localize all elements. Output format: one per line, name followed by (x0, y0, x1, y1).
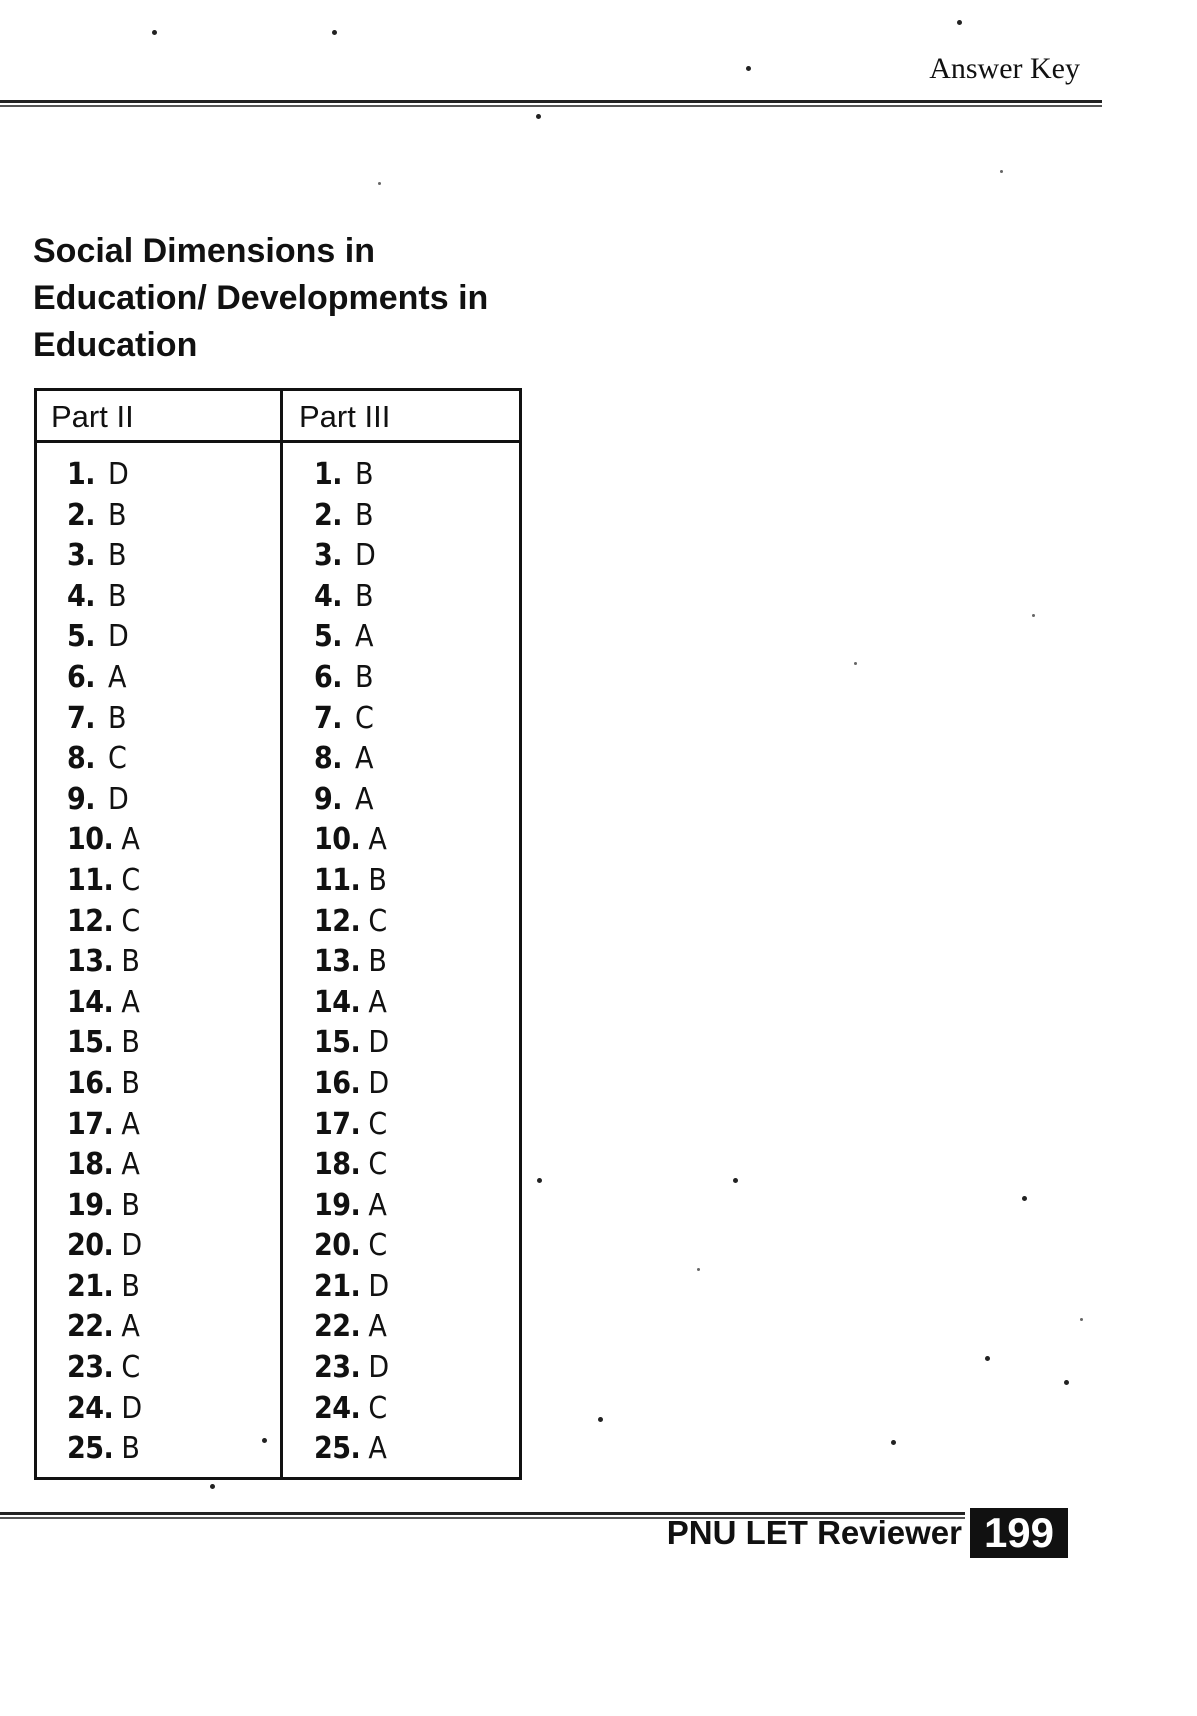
answer-row (37, 820, 280, 861)
item-number: 20. (67, 1228, 114, 1264)
answer-row (37, 455, 280, 496)
item-number: 8. (314, 741, 343, 777)
item-number: 13. (314, 944, 361, 980)
answer-letter: D (368, 1065, 389, 1101)
item-number: 18. (67, 1147, 114, 1183)
scan-speck (378, 182, 381, 185)
answer-row (37, 780, 280, 821)
item-number: 13. (67, 944, 114, 980)
answer-letter: A (355, 741, 374, 777)
answer-row (283, 658, 519, 699)
item-number: 1. (67, 457, 96, 492)
answer-row (37, 617, 280, 658)
item-number: 2. (67, 497, 96, 533)
answer-letter: D (108, 457, 129, 492)
item-number: 10. (314, 822, 361, 858)
answer-row (283, 496, 519, 537)
item-number: 19. (314, 1187, 361, 1223)
answer-row (283, 1064, 519, 1105)
answer-letter: C (355, 700, 374, 736)
item-number: 8. (67, 741, 96, 777)
answer-row (37, 983, 280, 1024)
answer-row (283, 1307, 519, 1348)
item-number: 14. (314, 984, 361, 1020)
item-number: 9. (314, 781, 343, 817)
answer-row (37, 1186, 280, 1227)
item-number: 3. (314, 538, 343, 574)
answer-row (283, 1389, 519, 1430)
item-number: 18. (314, 1147, 361, 1183)
answer-row (283, 902, 519, 943)
answer-row (283, 1429, 519, 1470)
column-header: Part II (37, 391, 280, 443)
item-number: 15. (67, 1025, 114, 1061)
scan-speck (262, 1438, 267, 1443)
answer-letter: D (121, 1390, 142, 1426)
answer-row (283, 536, 519, 577)
answer-letter: A (368, 822, 387, 858)
answer-letter: B (355, 578, 374, 614)
item-number: 20. (314, 1228, 361, 1264)
column-header: Part III (283, 391, 519, 443)
answer-row (283, 1226, 519, 1267)
header-label: Answer Key (929, 52, 1080, 85)
answer-letter: A (355, 781, 374, 817)
answer-column-part-ii (37, 391, 283, 1477)
answer-row (283, 780, 519, 821)
answer-letter: D (355, 538, 376, 574)
answer-row (37, 1267, 280, 1308)
answer-letter: A (368, 984, 387, 1020)
answer-row (283, 1267, 519, 1308)
item-number: 25. (67, 1431, 114, 1467)
scan-speck (854, 662, 857, 665)
answer-letter: B (108, 497, 127, 533)
scan-speck (733, 1178, 738, 1183)
scan-speck (210, 1484, 215, 1489)
item-number: 1. (314, 457, 343, 492)
item-number: 24. (314, 1390, 361, 1426)
answer-letter: A (121, 1106, 140, 1142)
answer-letter: C (368, 1106, 387, 1142)
answer-row (283, 861, 519, 902)
answer-list (283, 443, 519, 1470)
item-number: 17. (67, 1106, 114, 1142)
answer-letter: C (121, 1350, 140, 1386)
answer-letter: B (368, 944, 387, 980)
answer-row (37, 577, 280, 618)
answer-row (37, 861, 280, 902)
item-number: 24. (67, 1390, 114, 1426)
answer-row (283, 617, 519, 658)
answer-row (37, 1145, 280, 1186)
answer-letter: D (108, 619, 129, 655)
item-number: 5. (314, 619, 343, 655)
answer-letter: B (355, 457, 374, 492)
answer-row (37, 536, 280, 577)
scan-speck (957, 20, 962, 25)
item-number: 25. (314, 1431, 361, 1467)
answer-letter: C (108, 741, 127, 777)
answer-letter: D (108, 781, 129, 817)
page-number: 199 (970, 1508, 1068, 1558)
answer-row (283, 983, 519, 1024)
answer-letter: C (368, 903, 387, 939)
item-number: 21. (67, 1268, 114, 1304)
item-number: 9. (67, 781, 96, 817)
answer-letter: A (121, 1309, 140, 1345)
item-number: 21. (314, 1268, 361, 1304)
item-number: 2. (314, 497, 343, 533)
item-number: 15. (314, 1025, 361, 1061)
answer-letter: B (121, 944, 140, 980)
answer-row (37, 699, 280, 740)
item-number: 17. (314, 1106, 361, 1142)
answer-letter: D (368, 1025, 389, 1061)
answer-row (37, 1429, 280, 1470)
item-number: 4. (67, 578, 96, 614)
scan-speck (746, 66, 751, 71)
answer-row (283, 1023, 519, 1064)
scan-speck (537, 1178, 542, 1183)
scan-speck (536, 114, 541, 119)
section-title: Social Dimensions in Education/ Developments in Education (33, 232, 489, 364)
scan-speck (1022, 1196, 1027, 1201)
answer-letter: A (368, 1431, 387, 1467)
answer-letter: B (121, 1431, 140, 1467)
answer-letter: B (121, 1025, 140, 1061)
scan-speck (1032, 614, 1035, 617)
item-number: 12. (314, 903, 361, 939)
item-number: 3. (67, 538, 96, 574)
answer-letter: A (368, 1309, 387, 1345)
item-number: 10. (67, 822, 114, 858)
scan-speck (1000, 170, 1003, 173)
item-number: 16. (67, 1065, 114, 1101)
answer-letter: B (355, 659, 374, 695)
header-rule (0, 100, 1102, 107)
item-number: 14. (67, 984, 114, 1020)
scan-speck (891, 1440, 896, 1445)
answer-row (37, 658, 280, 699)
answer-row (37, 1064, 280, 1105)
answer-letter: C (121, 903, 140, 939)
item-number: 5. (67, 619, 96, 655)
scan-speck (697, 1268, 700, 1271)
item-number: 22. (314, 1309, 361, 1345)
answer-letter: A (121, 984, 140, 1020)
scan-speck (152, 30, 157, 35)
item-number: 4. (314, 578, 343, 614)
item-number: 23. (314, 1350, 361, 1386)
answer-column-part-iii (283, 391, 519, 1477)
answer-list (37, 443, 280, 1470)
item-number: 23. (67, 1350, 114, 1386)
answer-letter: B (108, 538, 127, 574)
answer-row (37, 1389, 280, 1430)
footer-title: PNU LET Reviewer (666, 1514, 962, 1551)
answer-row (283, 1105, 519, 1146)
scan-speck (985, 1356, 990, 1361)
answer-row (283, 699, 519, 740)
answer-letter: C (368, 1147, 387, 1183)
answer-letter: B (368, 862, 387, 898)
answer-row (37, 1226, 280, 1267)
answer-letter: B (121, 1187, 140, 1223)
answer-letter: A (121, 1147, 140, 1183)
answer-letter: A (355, 619, 374, 655)
item-number: 6. (314, 659, 343, 695)
item-number: 16. (314, 1065, 361, 1101)
answer-row (283, 1145, 519, 1186)
scan-speck (332, 30, 337, 35)
item-number: 11. (314, 862, 361, 898)
answer-letter: A (121, 822, 140, 858)
scan-speck (598, 1417, 603, 1422)
item-number: 19. (67, 1187, 114, 1223)
answer-row (37, 1023, 280, 1064)
answer-row (283, 455, 519, 496)
answer-row (37, 1348, 280, 1389)
item-number: 7. (67, 700, 96, 736)
answer-letter: A (108, 659, 127, 695)
answer-table (34, 388, 522, 1480)
scan-speck (1080, 1318, 1083, 1321)
answer-row (283, 1348, 519, 1389)
answer-letter: C (368, 1228, 387, 1264)
answer-letter: C (368, 1390, 387, 1426)
answer-letter: B (108, 578, 127, 614)
answer-row (37, 902, 280, 943)
item-number: 6. (67, 659, 96, 695)
answer-letter: D (121, 1228, 142, 1264)
answer-letter: B (355, 497, 374, 533)
answer-letter: B (121, 1065, 140, 1101)
item-number: 11. (67, 862, 114, 898)
answer-letter: D (368, 1350, 389, 1386)
answer-row (283, 820, 519, 861)
item-number: 12. (67, 903, 114, 939)
answer-row (37, 1307, 280, 1348)
answer-row (37, 1105, 280, 1146)
item-number: 7. (314, 700, 343, 736)
answer-letter: A (368, 1187, 387, 1223)
scan-speck (1064, 1380, 1069, 1385)
answer-letter: C (121, 862, 140, 898)
answer-letter: B (108, 700, 127, 736)
answer-row (37, 739, 280, 780)
answer-row (283, 1186, 519, 1227)
answer-row (283, 739, 519, 780)
answer-row (37, 942, 280, 983)
item-number: 22. (67, 1309, 114, 1345)
answer-letter: D (368, 1268, 389, 1304)
answer-letter: B (121, 1268, 140, 1304)
answer-row (37, 496, 280, 537)
answer-row (283, 942, 519, 983)
answer-row (283, 577, 519, 618)
